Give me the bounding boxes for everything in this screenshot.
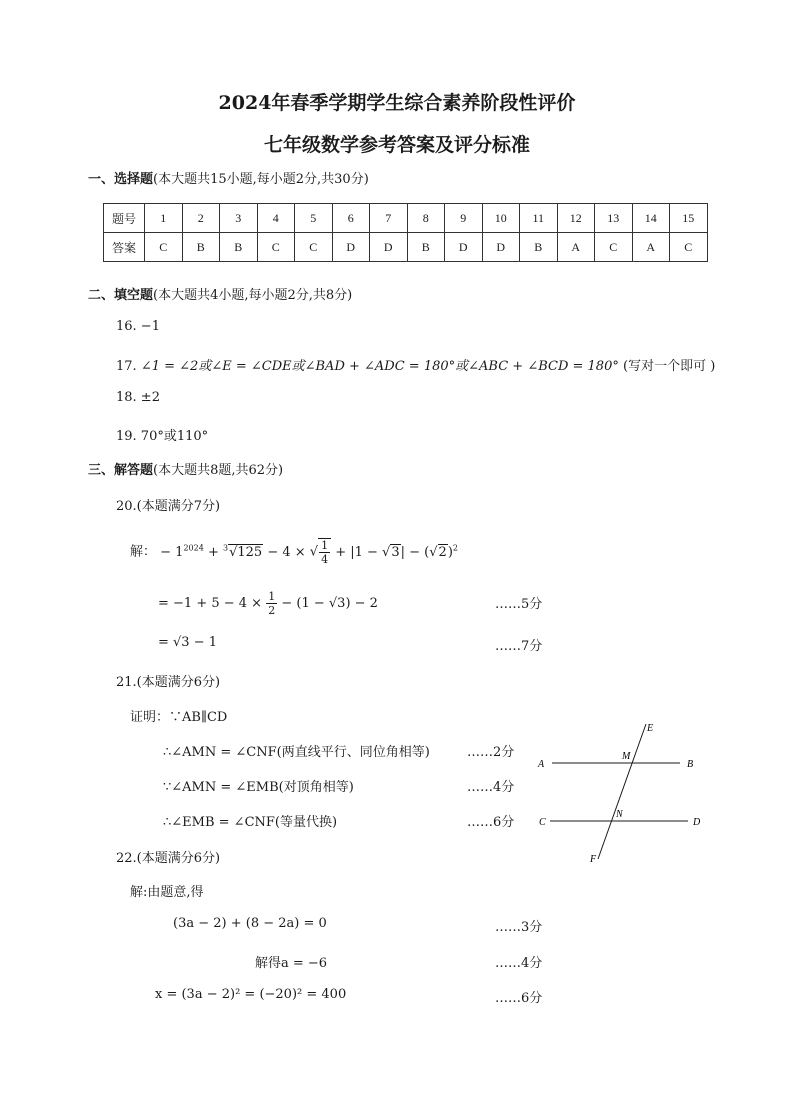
table-row-answers: [104, 233, 708, 262]
answer-17-text: ∠1 = ∠2或∠E = ∠CDE或∠BAD + ∠ADC = 180°或∠ABC + ∠BCD = 180°: [140, 359, 619, 374]
section1-note: (本大题共15小题,每小题2分,共30分): [153, 172, 369, 187]
q22-line2-score: ……4分: [495, 956, 543, 971]
table-cell: 1: [145, 204, 183, 233]
table-cell: D: [445, 233, 483, 262]
table-cell: D: [332, 233, 370, 262]
q21-line3-score: ……6分: [467, 815, 515, 830]
q20-step1-score: ……5分: [495, 597, 543, 612]
q21-line1-score: ……2分: [467, 745, 515, 760]
q22-line3: x = (3a − 2)² = (−20)² = 400: [155, 987, 347, 1002]
table-cell: 3: [220, 204, 258, 233]
table-header-cell: 题号: [104, 204, 145, 233]
section1-label: 一、选择题: [88, 172, 154, 187]
label-m: M: [622, 751, 631, 762]
parallel-lines-figure: [530, 716, 720, 866]
table-cell: C: [595, 233, 633, 262]
table-cell: D: [482, 233, 520, 262]
q21-line1: ∴∠AMN = ∠CNF(两直线平行、同位角相等): [163, 745, 430, 760]
answer-17-number: 17.: [116, 359, 137, 374]
table-cell: 14: [632, 204, 670, 233]
label-e: E: [647, 723, 654, 734]
table-cell: 15: [670, 204, 708, 233]
table-cell: C: [257, 233, 295, 262]
answer-16: 16. −1: [116, 319, 160, 334]
answer-table: [103, 203, 708, 262]
table-cell: 10: [482, 204, 520, 233]
table-cell: B: [220, 233, 258, 262]
table-cell: 4: [257, 204, 295, 233]
q20-expr-term1: − $1^{2024} + ^3√125 - 4$ ×: [160, 543, 310, 560]
table-cell: D: [370, 233, 408, 262]
answer-19: 19. 70°或110°: [116, 429, 209, 444]
q22-line1-score: ……3分: [495, 920, 543, 935]
section3-note: (本大题共8题,共62分): [153, 463, 284, 478]
section3-label: 三、解答题: [88, 463, 154, 478]
label-a: A: [538, 759, 545, 770]
answer-18: 18. ±2: [116, 390, 160, 405]
table-cell: 6: [332, 204, 370, 233]
table-cell: B: [407, 233, 445, 262]
table-cell: 11: [520, 204, 558, 233]
q21-line2: ∵∠AMN = ∠EMB(对顶角相等): [163, 780, 354, 795]
table-cell: A: [632, 233, 670, 262]
q20-step1: [158, 590, 378, 617]
section2-note: (本大题共4小题,每小题2分,共8分): [153, 288, 353, 303]
table-cell: 13: [595, 204, 633, 233]
q22-line2: 解得a = −6: [255, 956, 328, 971]
q22-heading: 22.(本题满分6分): [116, 851, 221, 866]
section2-heading: [88, 284, 352, 303]
table-header-cell: 答案: [104, 233, 145, 262]
line-ef: [598, 724, 646, 859]
q21-given: 证明：∵AB∥CD: [130, 710, 228, 725]
table-cell: C: [295, 233, 333, 262]
q21-line3: ∴∠EMB = ∠CNF(等量代换): [163, 815, 338, 830]
q20-frac-half: $\frac{1}{2}$: [268, 590, 276, 617]
q20-sqrt-frac: √ $\frac{1}{4}$: [310, 538, 331, 566]
page-subtitle: 七年级数学参考答案及评分标准: [263, 134, 530, 156]
q20-step1-pre: = −1 + 5 − 4 ×: [158, 596, 263, 611]
q22-line1: (3a − 2) + (8 − 2a) = 0: [173, 916, 327, 931]
label-n: N: [616, 809, 623, 820]
page-title: 2024年春季学期学生综合素养阶段性评价: [218, 92, 576, 114]
q20-expr-term2: + $|1 - √3| - (√2)^2$: [335, 543, 458, 560]
q20-frac-quarter: $\frac{1}{4}$: [318, 538, 331, 566]
q22-intro: 解:由题意,得: [130, 885, 204, 900]
table-cell: B: [520, 233, 558, 262]
table-cell: 12: [557, 204, 595, 233]
label-c: C: [539, 817, 546, 828]
table-cell: C: [670, 233, 708, 262]
section2-label: 二、填空题: [88, 288, 154, 303]
label-b: B: [687, 759, 694, 770]
q21-line2-score: ……4分: [467, 780, 515, 795]
table-cell: 9: [445, 204, 483, 233]
q20-step2-score: ……7分: [495, 639, 543, 654]
answer-17: [116, 355, 715, 374]
section1-heading: [88, 168, 369, 187]
table-cell: 5: [295, 204, 333, 233]
q20-expression: [130, 538, 458, 574]
table-cell: 7: [370, 204, 408, 233]
table-cell: A: [557, 233, 595, 262]
table-row-numbers: [104, 204, 708, 233]
label-d: D: [693, 817, 701, 828]
table-cell: 2: [182, 204, 220, 233]
table-cell: C: [145, 233, 183, 262]
section3-heading: [88, 459, 283, 478]
q20-step2: = √3 − 1: [158, 635, 218, 650]
q20-step1-post: − (1 − √3) − 2: [281, 596, 378, 611]
answer-17-note: (写对一个即可 ): [623, 359, 716, 374]
table-cell: 8: [407, 204, 445, 233]
q22-line3-score: ……6分: [495, 991, 543, 1006]
q21-heading: 21.(本题满分6分): [116, 675, 221, 690]
table-cell: B: [182, 233, 220, 262]
q20-heading: 20.(本题满分7分): [116, 499, 221, 514]
label-f: F: [590, 854, 597, 865]
q20-jie: 解：: [130, 544, 157, 560]
